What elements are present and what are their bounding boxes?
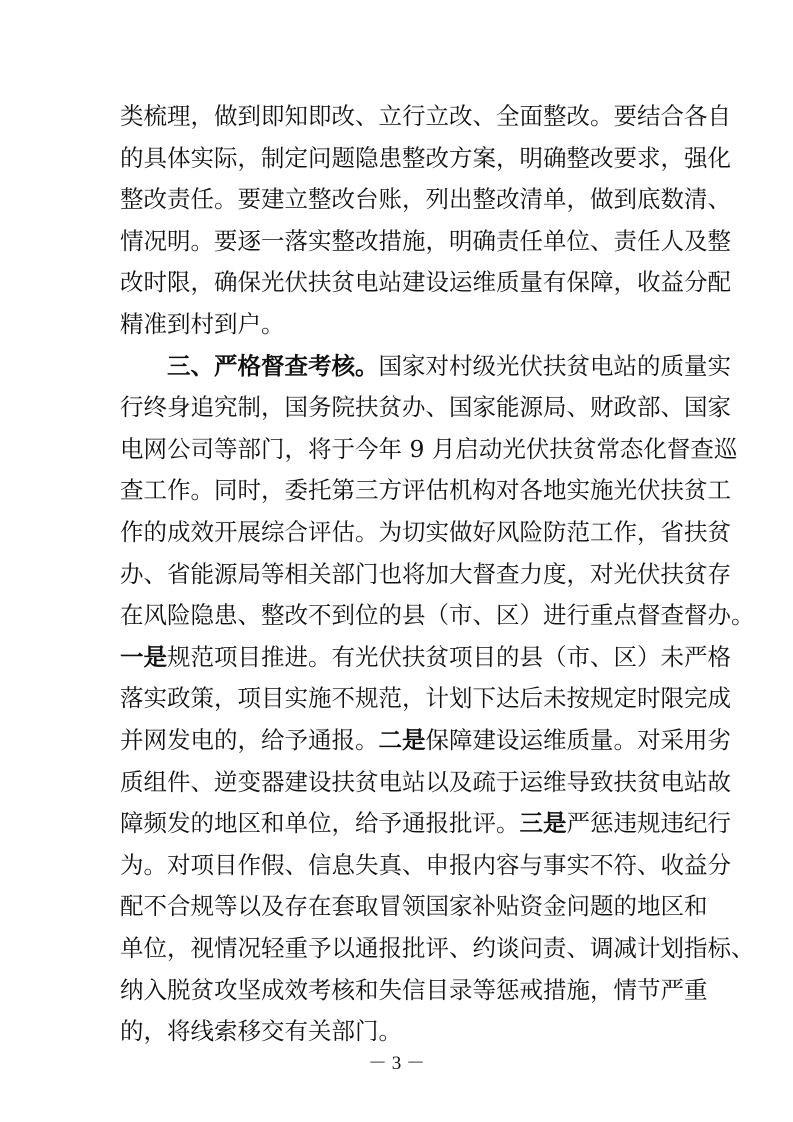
text-line-16 [120,720,731,760]
text-line-5: 改时限，确保光伏扶贫电站建设运维质量有保障，收益分配 [120,268,731,296]
text-line-8: 行终身追究制，国务院扶贫办、国家能源局、财政部、国家 [120,393,731,421]
text-line-3: 整改责任。要建立整改台账，列出整改清单，做到底数清、 [120,185,731,213]
page-number: － 3 － [367,1053,425,1074]
point-two-text: 保障建设运维质量。对采用劣 [425,726,731,754]
text-line-2: 的具体实际，制定问题隐患整改方案，明确整改要求，强化 [120,144,731,172]
text-line-19: 为。对项目作假、信息失真、申报内容与事实不符、收益分 [120,851,731,879]
text-line-18 [120,803,731,843]
text-line-20: 配不合规等以及存在套取冒领国家补贴资金问题的地区和 [120,892,708,920]
point-one-bold: 一是 [120,643,167,671]
text-line-22: 纳入脱贫攻坚成效考核和失信目录等惩戒措施，情节严重 [120,976,708,1004]
text-line-9: 电网公司等部门，将于今年 9 月启动光伏扶贫常态化督查巡 [120,435,738,463]
text-line-21: 单位，视情况轻重予以通报批评、约谈问责、调减计划指标、 [120,934,755,962]
point-three-text: 严惩违规违纪行 [566,809,731,837]
text-line-11: 作的成效开展综合评估。为切实做好风险防范工作，省扶贫 [120,518,731,546]
text-line-1: 类梳理，做到即知即改、立行立改、全面整改。要结合各自 [120,102,731,130]
section-heading-bold: 三、严格督查考核。 [167,352,379,380]
point-two-bold: 二是 [378,726,426,754]
point-one-text: 规范项目推进。有光伏扶贫项目的县（市、区）未严格 [167,643,731,671]
line-16-prefix: 并网发电的，给予通报。 [120,726,379,754]
text-line-4: 情况明。要逐一落实整改措施，明确责任单位、责任人及整 [120,227,731,255]
section-heading-line [167,346,731,386]
text-line-14 [120,637,731,677]
text-line-13: 在风险隐患、整改不到位的县（市、区）进行重点督查督办。 [120,601,755,629]
section-heading-text: 国家对村级光伏扶贫电站的质量实 [378,352,731,380]
line-18-prefix: 障频发的地区和单位，给予通报批评。 [120,809,520,837]
text-line-6: 精准到村到户。 [120,310,285,338]
text-line-15: 落实政策，项目实施不规范，计划下达后未按规定时限完成 [120,684,731,712]
text-line-12: 办、省能源局等相关部门也将加大督查力度，对光伏扶贫存 [120,560,731,588]
point-three-bold: 三是 [519,809,567,837]
text-line-17: 质组件、逆变器建设扶贫电站以及疏于运维导致扶贫电站故 [120,768,731,796]
text-line-10: 查工作。同时，委托第三方评估机构对各地实施光伏扶贫工 [120,476,731,504]
text-line-23: 的，将线索移交有关部门。 [120,1017,402,1045]
